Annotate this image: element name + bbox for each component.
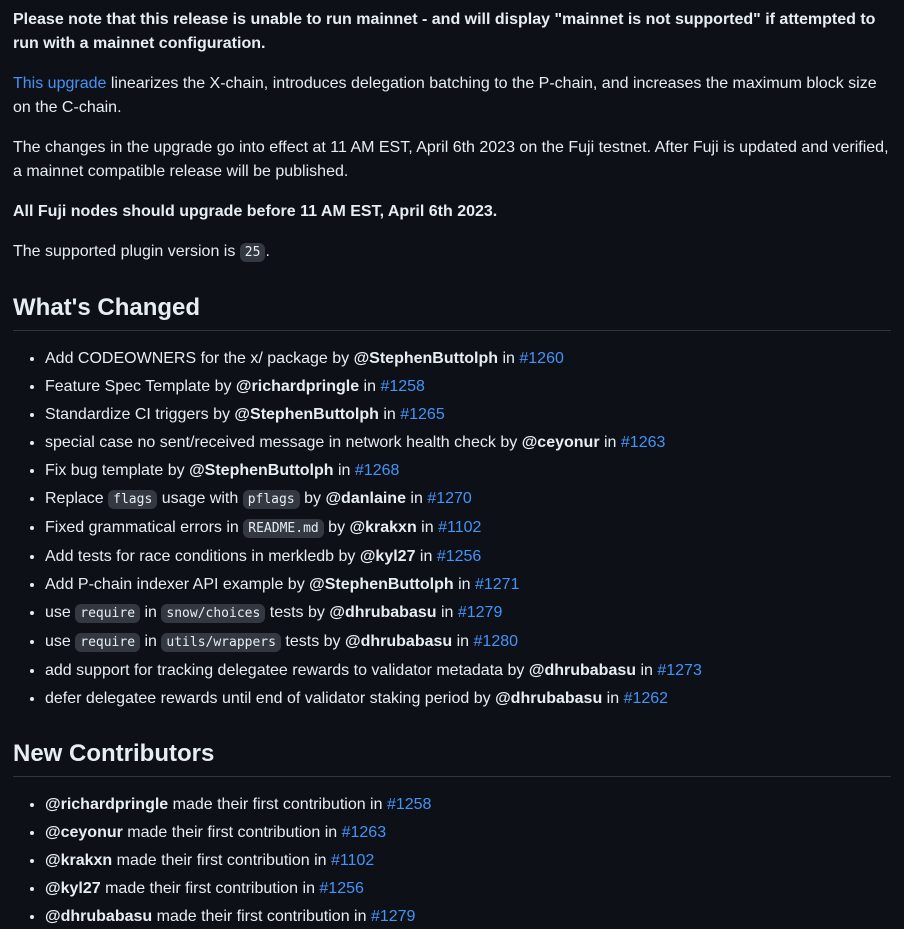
author-mention[interactable]: @richardpringle	[235, 378, 360, 395]
fuji-notice	[13, 200, 891, 224]
change-text: in	[416, 519, 439, 536]
pr-link[interactable]: #1258	[386, 796, 432, 813]
change-text: in	[636, 662, 658, 679]
author-mention[interactable]: @dhrubabasu	[329, 604, 437, 621]
change-item	[45, 487, 891, 512]
pr-link[interactable]: #1268	[354, 462, 400, 479]
change-item	[45, 516, 891, 541]
change-item	[45, 459, 891, 483]
pr-link[interactable]: #1102	[438, 519, 482, 536]
change-text: in	[140, 633, 162, 650]
change-item	[45, 659, 891, 683]
change-text: in	[405, 490, 428, 507]
contributor-text: made their first contribution in	[122, 824, 342, 841]
author-mention[interactable]: @danlaine	[325, 490, 406, 507]
fuji-notice-text: All Fuji nodes should upgrade before 11 AM EST, April 6th 2023.	[13, 203, 498, 220]
mainnet-note-text: Please note that this release is unable to run mainnet - and will display "mainnet is not supported" if attempted to run with a mainnet configuration.	[13, 11, 876, 52]
inline-code: require	[75, 604, 140, 623]
contributor-item	[45, 849, 891, 873]
change-text: in	[333, 462, 355, 479]
inline-code: pflags	[243, 490, 300, 509]
change-text: in	[436, 604, 458, 621]
contributor-item	[45, 793, 891, 817]
change-text: defer delegatee rewards until end of validator staking period by	[45, 690, 496, 707]
contributor-text: made their first contribution in	[112, 852, 331, 869]
inline-code: flags	[108, 490, 157, 509]
upgrade-description-text: linearizes the X-chain, introduces delegation batching to the P-chain, and increases the maximum block size on the C-chain.	[13, 75, 877, 116]
plugin-version-line	[13, 240, 891, 265]
upgrade-description	[13, 72, 891, 120]
change-text: tests by	[280, 633, 345, 650]
author-mention[interactable]: @krakxn	[349, 519, 417, 536]
pr-link[interactable]: #1256	[436, 548, 482, 565]
change-text: in	[415, 548, 437, 565]
change-text: in	[140, 604, 162, 621]
change-item	[45, 545, 891, 569]
pr-link[interactable]: #1262	[623, 690, 669, 707]
pr-link[interactable]: #1279	[370, 908, 416, 925]
change-text: Add P-chain indexer API example by	[45, 576, 310, 593]
contributor-mention[interactable]: @dhrubabasu	[45, 908, 153, 925]
inline-code: snow/choices	[161, 604, 265, 623]
plugin-version-label: The supported plugin version is	[13, 243, 240, 260]
changes-list	[13, 347, 891, 711]
contributor-text: made their first contribution in	[152, 908, 371, 925]
pr-link[interactable]: #1270	[427, 490, 472, 507]
author-mention[interactable]: @ceyonur	[521, 434, 600, 451]
change-text: Standardize CI triggers by	[45, 406, 235, 423]
new-contributors-heading: New Contributors	[13, 739, 891, 777]
change-item	[45, 687, 891, 711]
change-text: in	[359, 378, 381, 395]
contributor-item	[45, 821, 891, 845]
change-text: in	[498, 350, 520, 367]
whats-changed-heading: What's Changed	[13, 293, 891, 331]
pr-link[interactable]: #1263	[620, 434, 666, 451]
author-mention[interactable]: @kyl27	[359, 548, 416, 565]
change-text: Replace	[45, 490, 109, 507]
change-text: in	[453, 576, 475, 593]
change-item	[45, 630, 891, 655]
change-text: by	[299, 490, 326, 507]
contributor-mention[interactable]: @richardpringle	[45, 796, 169, 813]
change-text: Add tests for race conditions in merkledb by	[45, 548, 360, 565]
contributor-text: made their first contribution in	[100, 880, 320, 897]
contributor-item	[45, 877, 891, 901]
change-text: Feature Spec Template by	[45, 378, 236, 395]
change-text: use	[45, 604, 76, 621]
author-mention[interactable]: @StephenButtolph	[309, 576, 454, 593]
pr-link[interactable]: #1256	[319, 880, 364, 897]
pr-link[interactable]: #1280	[473, 633, 519, 650]
change-item	[45, 403, 891, 427]
contributor-mention[interactable]: @kyl27	[45, 880, 101, 897]
change-text: Fix bug template by	[45, 462, 190, 479]
pr-link[interactable]: #1279	[457, 604, 503, 621]
change-text: in	[599, 434, 621, 451]
pr-link[interactable]: #1260	[519, 350, 564, 367]
author-mention[interactable]: @dhrubabasu	[345, 633, 453, 650]
change-text: tests by	[265, 604, 330, 621]
mainnet-note	[13, 8, 891, 56]
pr-link[interactable]: #1102	[330, 852, 375, 869]
change-text: usage with	[157, 490, 243, 507]
change-text: in	[452, 633, 474, 650]
change-text: in	[378, 406, 401, 423]
contributor-mention[interactable]: @krakxn	[45, 852, 113, 869]
change-item	[45, 347, 891, 371]
inline-code: README.md	[243, 519, 323, 538]
author-mention[interactable]: @StephenButtolph	[353, 350, 499, 367]
change-text: use	[45, 633, 76, 650]
contributors-list	[13, 793, 891, 929]
plugin-version-suffix: .	[265, 243, 270, 260]
changes-effect-text: The changes in the upgrade go into effect at 11 AM EST, April 6th 2023 on the Fuji testnet. After Fuji is updated and verified, a mainnet compatible release will be published.	[13, 139, 889, 180]
author-mention[interactable]: @StephenButtolph	[189, 462, 334, 479]
change-text: special case no sent/received message in network health check by	[45, 434, 522, 451]
pr-link[interactable]: #1273	[657, 662, 702, 679]
change-text: add support for tracking delegatee rewards to validator metadata by	[45, 662, 529, 679]
contributor-text: made their first contribution in	[168, 796, 387, 813]
inline-code: require	[75, 633, 140, 652]
change-text: in	[602, 690, 624, 707]
pr-link[interactable]: #1263	[341, 824, 387, 841]
change-item	[45, 573, 891, 597]
change-text: by	[323, 519, 350, 536]
author-mention[interactable]: @dhrubabasu	[528, 662, 637, 679]
plugin-version-code: 25	[240, 243, 266, 262]
author-mention[interactable]: @dhrubabasu	[495, 690, 603, 707]
change-text: Fixed grammatical errors in	[45, 519, 244, 536]
pr-link[interactable]: #1271	[474, 576, 520, 593]
change-item	[45, 431, 891, 455]
contributor-mention[interactable]: @ceyonur	[45, 824, 123, 841]
change-item	[45, 375, 891, 399]
pr-link[interactable]: #1258	[380, 378, 425, 395]
pr-link[interactable]: #1265	[400, 406, 445, 423]
upgrade-link[interactable]: This upgrade	[13, 75, 107, 92]
inline-code: utils/wrappers	[161, 633, 281, 652]
change-item	[45, 601, 891, 626]
contributor-item	[45, 905, 891, 929]
author-mention[interactable]: @StephenButtolph	[234, 406, 379, 423]
change-text: Add CODEOWNERS for the x/ package by	[45, 350, 354, 367]
